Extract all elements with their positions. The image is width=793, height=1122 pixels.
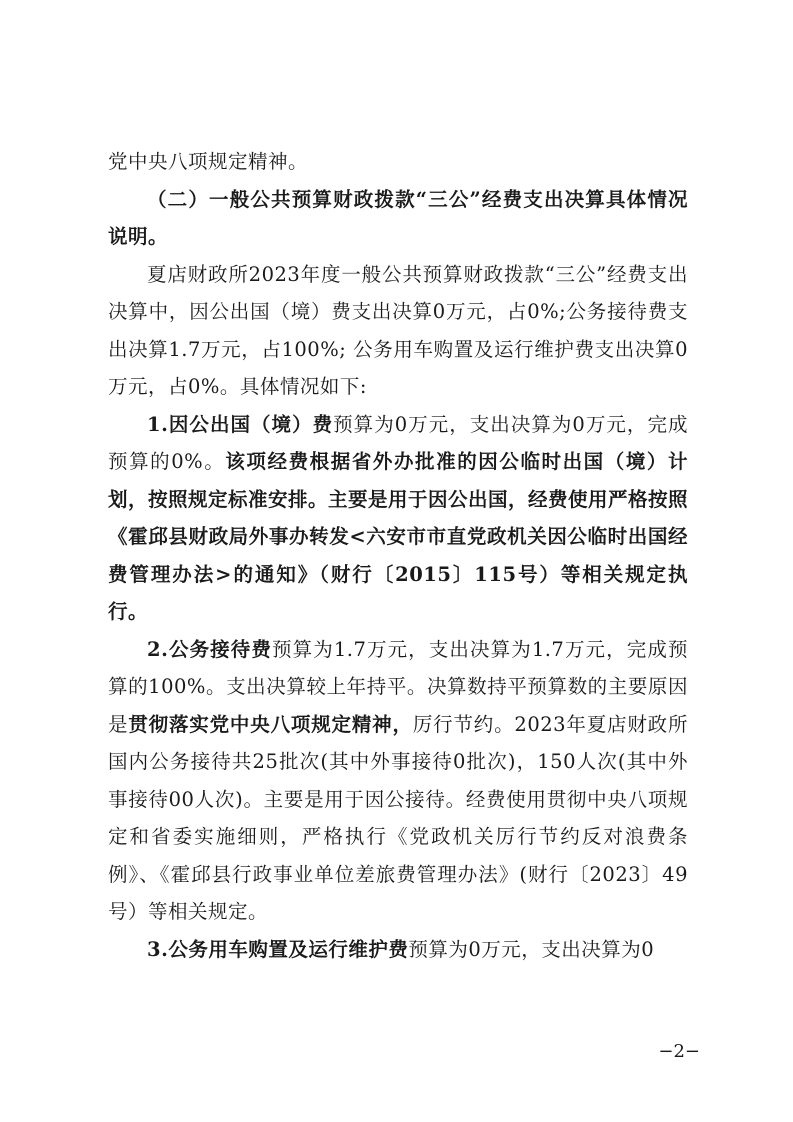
overseas-travel-bold-text: 该项经费根据省外办批准的因公临时出国（境）计划，按照规定标准安排。主要是用于因公出国，经费使用严格按照《霍邱县财政局外事办转发<六安市市直党政机关因公临时出国经费管理办法>的通知》（财行〔2015〕115号）等相关规定执行。 [108, 450, 689, 623]
reception-bold-text: 贯彻落实党中央八项规定精神， [128, 712, 413, 736]
paragraph-reception [108, 631, 688, 931]
page-number: −2− [658, 1041, 700, 1062]
vehicles-lead: 3.公务用车购置及运行维护费 [147, 937, 409, 961]
paragraph-continuation: 党中央八项规定精神。 [108, 150, 309, 173]
vehicles-text: 预算为0万元，支出决算为0 [408, 937, 655, 961]
document-body [108, 143, 688, 968]
section-heading: （二）一般公共预算财政拨款“三公”经费支出决算具体情况说明。 [108, 187, 688, 248]
paragraph-summary: 夏店财政所2023年度一般公共预算财政拨款“三公”经费支出决算中，因公出国（境）费支出决算0万元，占0%;公务接待费支出决算1.7万元，占100%; 公务用车购置及运行维护费支出决算0万元，占0%。具体情况如下: [108, 262, 688, 398]
reception-lead: 2.公务接待费 [147, 637, 273, 661]
overseas-travel-lead: 1.因公出国（境）费 [147, 412, 334, 436]
paragraph-overseas-travel [108, 406, 688, 631]
reception-text-1: 预算为1.7万元，支出决算为1.7万元，完成预算的100%。支出决算较上年持平。决算数持平预算数的主要原因是 [108, 637, 688, 736]
overseas-travel-text: 预算为0万元，支出决算为0万元，完成预算的0%。 [108, 412, 688, 473]
paragraph-vehicles [108, 931, 688, 969]
reception-text-2: 厉行节约。2023年夏店财政所国内公务接待共25批次(其中外事接待0批次)，150人次(其中外事接待00人次)。主要是用于因公接待。经费使用贯彻中央八项规定和省委实施细则，严格执行《党政机关厉行节约反对浪费条例》、《霍邱县行政事业单位差旅费管理办法》(财行〔2023〕49号）等相关规定。 [108, 712, 688, 923]
